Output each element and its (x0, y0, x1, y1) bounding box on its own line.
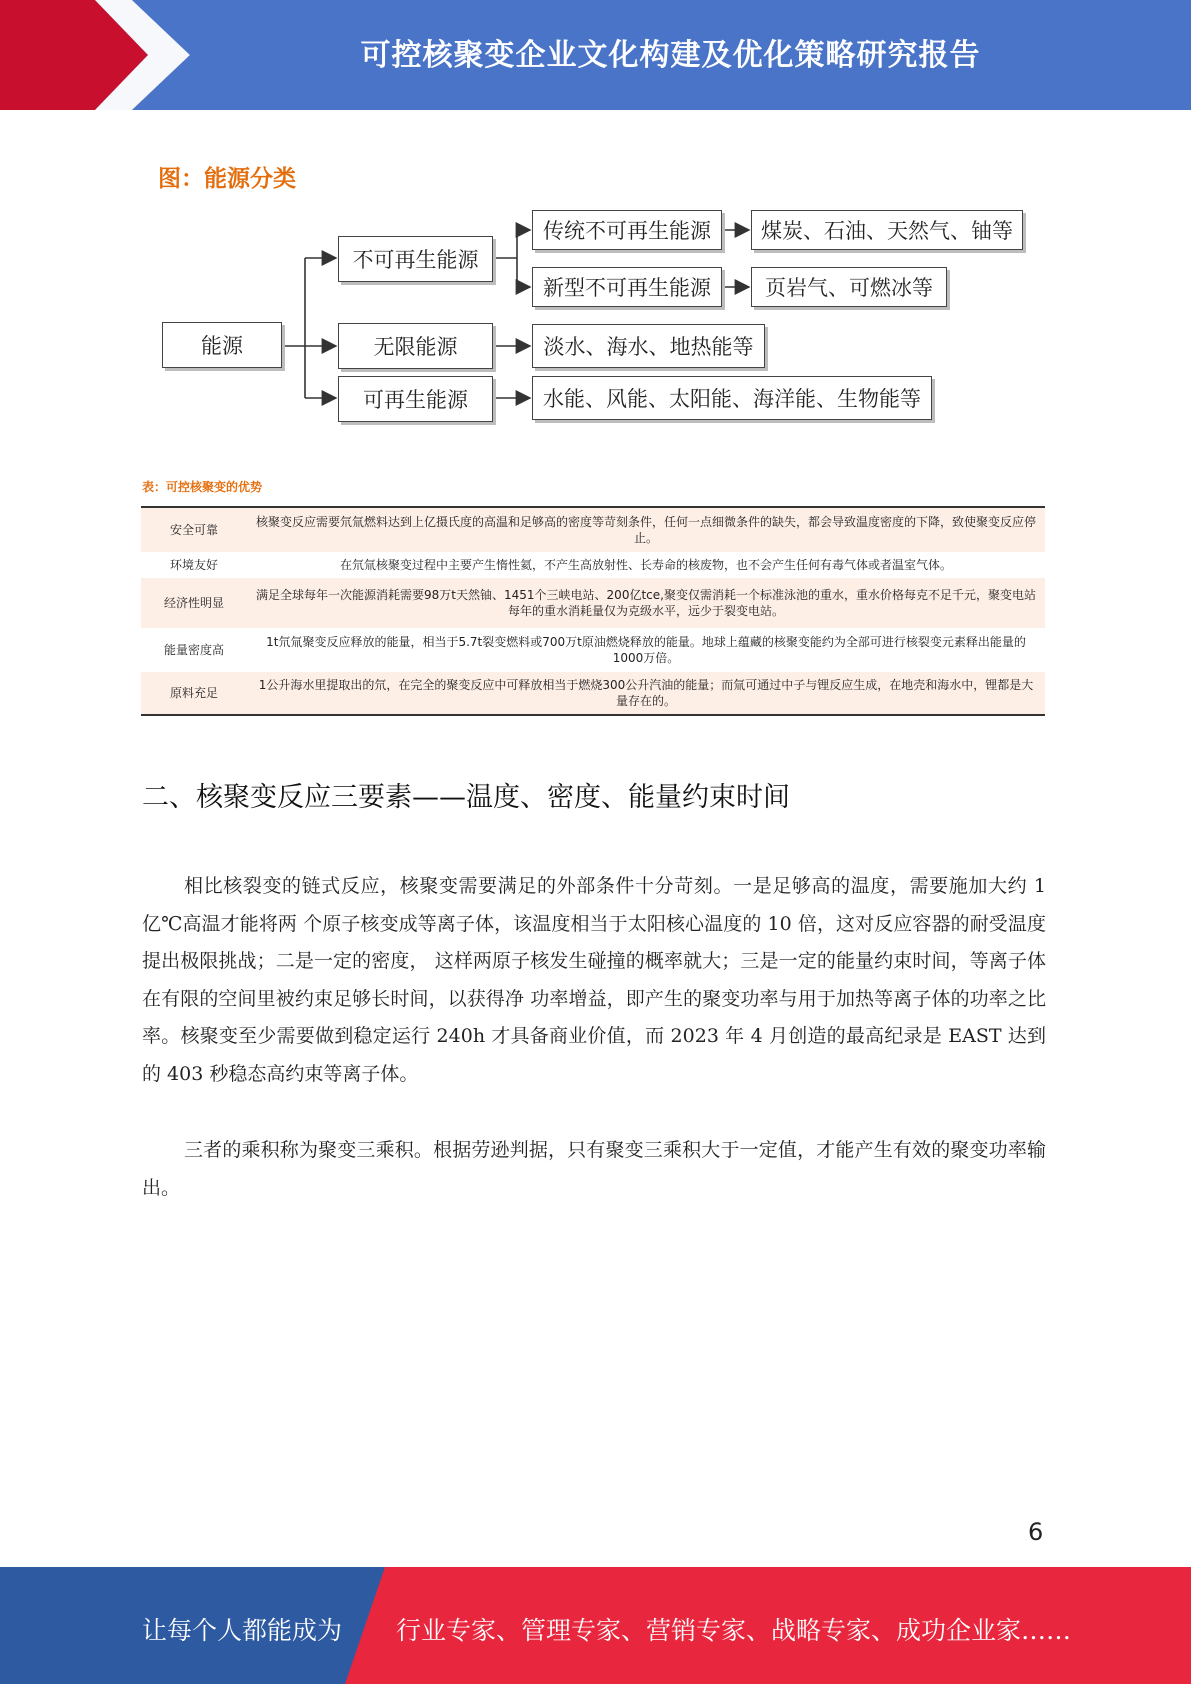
body-paragraph-2: 三者的乘积称为聚变三乘积。根据劳逊判据，只有聚变三乘积大于一定值，才能产生有效的聚变功率输出。 (142, 1139, 1046, 1199)
report-title: 可控核聚变企业文化构建及优化策略研究报告 (360, 38, 981, 73)
table-value: 1公升海水里提取出的氘，在完全的聚变反应中可释放相当于燃烧300公升汽油的能量；而氚可通过中子与锂反应生成，在地壳和海水中，锂都是大量存在的。 (247, 672, 1045, 715)
table-value: 满足全球每年一次能源消耗需要98万t天然铀、1451个三峡电站、200亿tce,聚变仅需消耗一个标准泳池的重水，重水价格每克不足千元，聚变电站每年的重水消耗量仅为克级水平，远少于裂变电站。 (247, 578, 1045, 628)
table-value: 核聚变反应需要氘氚燃料达到上亿摄氏度的高温和足够高的密度等苛刻条件，任何一点细微条件的缺失，都会导致温度密度的下降，致使聚变反应停止。 (247, 507, 1045, 552)
table-row (141, 552, 1045, 578)
node-non-renewable: 不可再生能源 (338, 236, 493, 282)
node-infinite: 无限能源 (338, 323, 493, 369)
table-key: 经济性明显 (141, 578, 247, 628)
node-renewable-examples: 水能、风能、太阳能、海洋能、生物能等 (532, 376, 932, 420)
footer-band (0, 1567, 1191, 1684)
node-energy: 能源 (162, 322, 282, 368)
node-new-non-renewable: 新型不可再生能源 (532, 267, 722, 307)
table-title: 表：可控核聚变的优势 (142, 480, 263, 494)
table-row (141, 672, 1045, 715)
footer-slogan-left: 让每个人都能成为 (142, 1616, 343, 1645)
node-renewable: 可再生能源 (338, 376, 493, 422)
table-key: 环境友好 (141, 552, 247, 578)
footer-slogan-right: 行业专家、管理专家、营销专家、战略专家、成功企业家…… (396, 1616, 1072, 1645)
energy-classification-diagram (155, 198, 1035, 428)
table-value: 在氘氚核聚变过程中主要产生惰性氦，不产生高放射性、长寿命的核废物，也不会产生任何有毒气体或者温室气体。 (247, 552, 1045, 578)
node-traditional-examples: 煤炭、石油、天然气、铀等 (751, 210, 1023, 250)
table-row (141, 628, 1045, 672)
node-infinite-examples: 淡水、海水、地热能等 (532, 324, 765, 368)
table-row (141, 507, 1045, 552)
node-traditional-non-renewable: 传统不可再生能源 (532, 210, 722, 250)
page-number: 6 (1028, 1518, 1044, 1546)
body-paragraph-1: 相比核裂变的链式反应，核聚变需要满足的外部条件十分苛刻。一是足够高的温度，需要施加大约 1 亿℃高温才能将两 个原子核变成等离子体，该温度相当于太阳核心温度的 10 倍，这对反应容器的耐受温度提出极限挑战；二是一定的密度， 这样两原子核发生碰撞的概率就大；三是一定的能量约束时间，等离子体在有限的空间里被约束足够长时间，以获得净 功率增益，即产生的聚变功率与用于加热等离子体的功率之比率。核聚变至少需要做到稳定运行 240h 才具备商业价值，而 2023 年 4 月创造的最高纪录是 EAST 达到的 403 秒稳态高约束等离子体。 (142, 875, 1046, 1085)
table-row (141, 578, 1045, 628)
header-band (0, 0, 1191, 110)
table-key: 能量密度高 (141, 628, 247, 672)
table-key: 原料充足 (141, 672, 247, 715)
advantages-table (141, 506, 1045, 716)
table-value: 1t氘氚聚变反应释放的能量，相当于5.7t裂变燃料或700万t原油燃烧释放的能量。地球上蕴藏的核聚变能约为全部可进行核裂变元素释出能量的1000万倍。 (247, 628, 1045, 672)
figure-title: 图：能源分类 (158, 166, 296, 192)
node-new-examples: 页岩气、可燃冰等 (751, 267, 947, 307)
section-heading: 二、核聚变反应三要素——温度、密度、能量约束时间 (142, 782, 790, 813)
table-key: 安全可靠 (141, 507, 247, 552)
